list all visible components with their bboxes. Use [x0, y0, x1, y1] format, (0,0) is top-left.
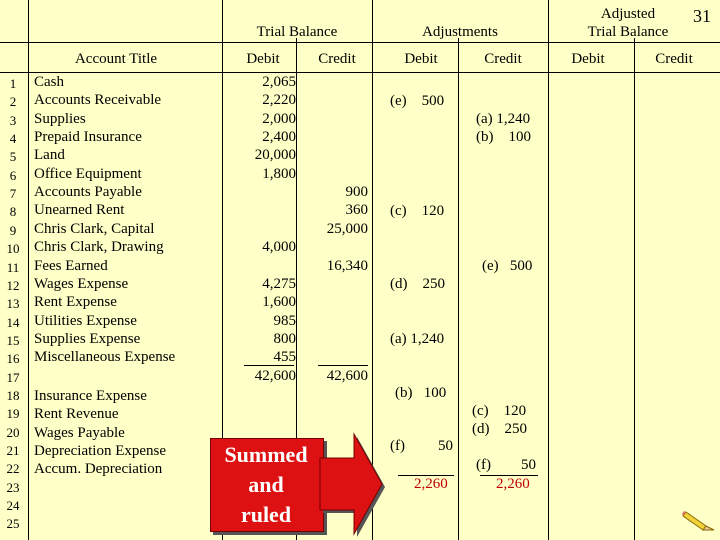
tb-debit-amount: 800	[273, 331, 296, 347]
adj-debit-total: 2,260	[414, 476, 448, 492]
row-number: 13	[6, 296, 20, 311]
tb-debit-amount: 455	[273, 349, 296, 365]
callout-arrow	[318, 430, 388, 540]
row-number: 14	[6, 315, 20, 330]
account-title: Depreciation Expense	[34, 443, 167, 459]
tb-debit-amount: 2,400	[262, 129, 296, 145]
tb-debit-amount: 2,220	[262, 92, 296, 108]
atb-credit-header: Credit	[655, 51, 693, 67]
adj-credit-d-wages-payable: (d) 250	[472, 421, 527, 437]
header-rule-bottom	[0, 72, 720, 73]
account-title: Supplies Expense	[34, 331, 141, 347]
adj-debit-c-unearned-rent: (c) 120	[390, 203, 445, 219]
account-title: Wages Payable	[34, 425, 125, 441]
adj-credit-f-accum-depreciation: (f) 50	[476, 457, 536, 473]
header-rule-top	[0, 42, 720, 43]
account-title: Wages Expense	[34, 276, 129, 292]
row-number: 22	[6, 461, 20, 476]
adj-debit-b-insurance-expense: (b) 100	[395, 385, 447, 401]
callout-text	[210, 438, 322, 530]
adj-credit-header: Credit	[484, 51, 522, 67]
tb-debit-amount: 4,275	[262, 276, 296, 292]
adj-credit-total: 2,260	[496, 476, 530, 492]
account-title-header: Account Title	[74, 51, 158, 67]
tb-debit-amount: 1,800	[262, 166, 296, 182]
account-title: Accounts Receivable	[34, 92, 162, 108]
account-title: Accum. Depreciation	[34, 461, 163, 477]
tb-debit-amount: 20,000	[254, 147, 296, 163]
col-divider-adj-mid	[458, 38, 459, 540]
row-number: 19	[6, 406, 20, 421]
row-number: 10	[6, 241, 20, 256]
col-divider-atb-mid	[634, 38, 635, 540]
tb-credit-header: Credit	[318, 51, 356, 67]
adj-credit-a-supplies: (a) 1,240	[476, 111, 531, 127]
row-number: 25	[6, 516, 20, 531]
tb-credit-total-rule	[318, 365, 368, 366]
trial-balance-header: Trial Balance	[256, 24, 338, 40]
adj-debit-f-value: 50	[438, 438, 453, 454]
tb-debit-amount: 4,000	[262, 239, 296, 255]
col-divider-rownum	[28, 0, 29, 540]
account-title: Supplies	[34, 111, 86, 127]
row-number: 23	[6, 480, 20, 495]
account-title: Office Equipment	[34, 166, 142, 182]
account-title: Prepaid Insurance	[34, 129, 142, 145]
adj-debit-f-label: (f)	[390, 438, 405, 454]
account-title: Miscellaneous Expense	[34, 349, 176, 365]
row-number: 16	[6, 351, 20, 366]
tb-debit-header: Debit	[246, 51, 280, 67]
adjusted-tb-header-line1: Adjusted	[600, 6, 656, 22]
row-number: 7	[9, 186, 17, 201]
adjustments-header: Adjustments	[422, 24, 498, 40]
callout-line-1: Summed	[224, 442, 308, 467]
adj-debit-header: Debit	[404, 51, 438, 67]
row-number: 11	[6, 260, 20, 275]
row-number: 18	[6, 388, 20, 403]
row-number: 4	[9, 131, 17, 146]
pencil-icon	[682, 506, 716, 532]
account-title: Chris Clark, Drawing	[34, 239, 164, 255]
tb-credit-amount: 16,340	[326, 258, 368, 274]
tb-debit-amount: 2,065	[262, 74, 296, 90]
adj-debit-d-wages-expense: (d) 250	[390, 276, 445, 292]
row-number: 6	[9, 168, 17, 183]
tb-debit-amount: 2,000	[262, 111, 296, 127]
row-number: 3	[9, 113, 17, 128]
callout-line-2: and	[248, 472, 284, 497]
account-title: Rent Expense	[34, 294, 117, 310]
row-number: 17	[6, 370, 20, 385]
row-number: 1	[9, 76, 17, 91]
adj-debit-a-supplies-expense: (a) 1,240	[390, 331, 445, 347]
adj-credit-c-rent-revenue: (c) 120	[472, 403, 527, 419]
row-number: 15	[6, 333, 20, 348]
account-title: Insurance Expense	[34, 388, 147, 404]
atb-debit-header: Debit	[571, 51, 605, 67]
account-title: Chris Clark, Capital	[34, 221, 155, 237]
row-number: 12	[6, 278, 20, 293]
tb-debit-amount: 42,600	[254, 368, 296, 384]
adj-credit-e-fees-earned: (e) 500	[482, 258, 533, 274]
tb-debit-amount: 985	[273, 313, 296, 329]
account-title: Fees Earned	[34, 258, 108, 274]
row-number: 8	[9, 204, 17, 219]
page-number: 31	[693, 6, 711, 26]
adj-credit-b-prepaid-insurance: (b) 100	[476, 129, 531, 145]
callout-line-3: ruled	[240, 502, 292, 527]
row-number: 9	[9, 223, 17, 238]
account-title: Unearned Rent	[34, 202, 125, 218]
row-number: 20	[6, 425, 20, 440]
account-title: Cash	[34, 74, 64, 90]
row-number: 24	[6, 498, 20, 513]
adj-debit-e-accounts-receivable: (e) 500	[390, 93, 445, 109]
tb-credit-amount: 42,600	[326, 368, 368, 384]
col-divider-adj-atb	[548, 0, 549, 540]
account-title: Accounts Payable	[34, 184, 142, 200]
account-title: Rent Revenue	[34, 406, 119, 422]
account-title: Land	[34, 147, 65, 163]
tb-debit-amount: 1,600	[262, 294, 296, 310]
tb-credit-amount: 360	[345, 202, 368, 218]
row-number: 5	[9, 149, 17, 164]
tb-credit-amount: 25,000	[326, 221, 368, 237]
row-number: 2	[9, 94, 17, 109]
row-number: 21	[6, 443, 20, 458]
adjusted-tb-header-line2: Trial Balance	[587, 24, 669, 40]
tb-debit-total-rule	[244, 365, 294, 366]
account-title: Utilities Expense	[34, 313, 137, 329]
tb-credit-amount: 900	[345, 184, 368, 200]
